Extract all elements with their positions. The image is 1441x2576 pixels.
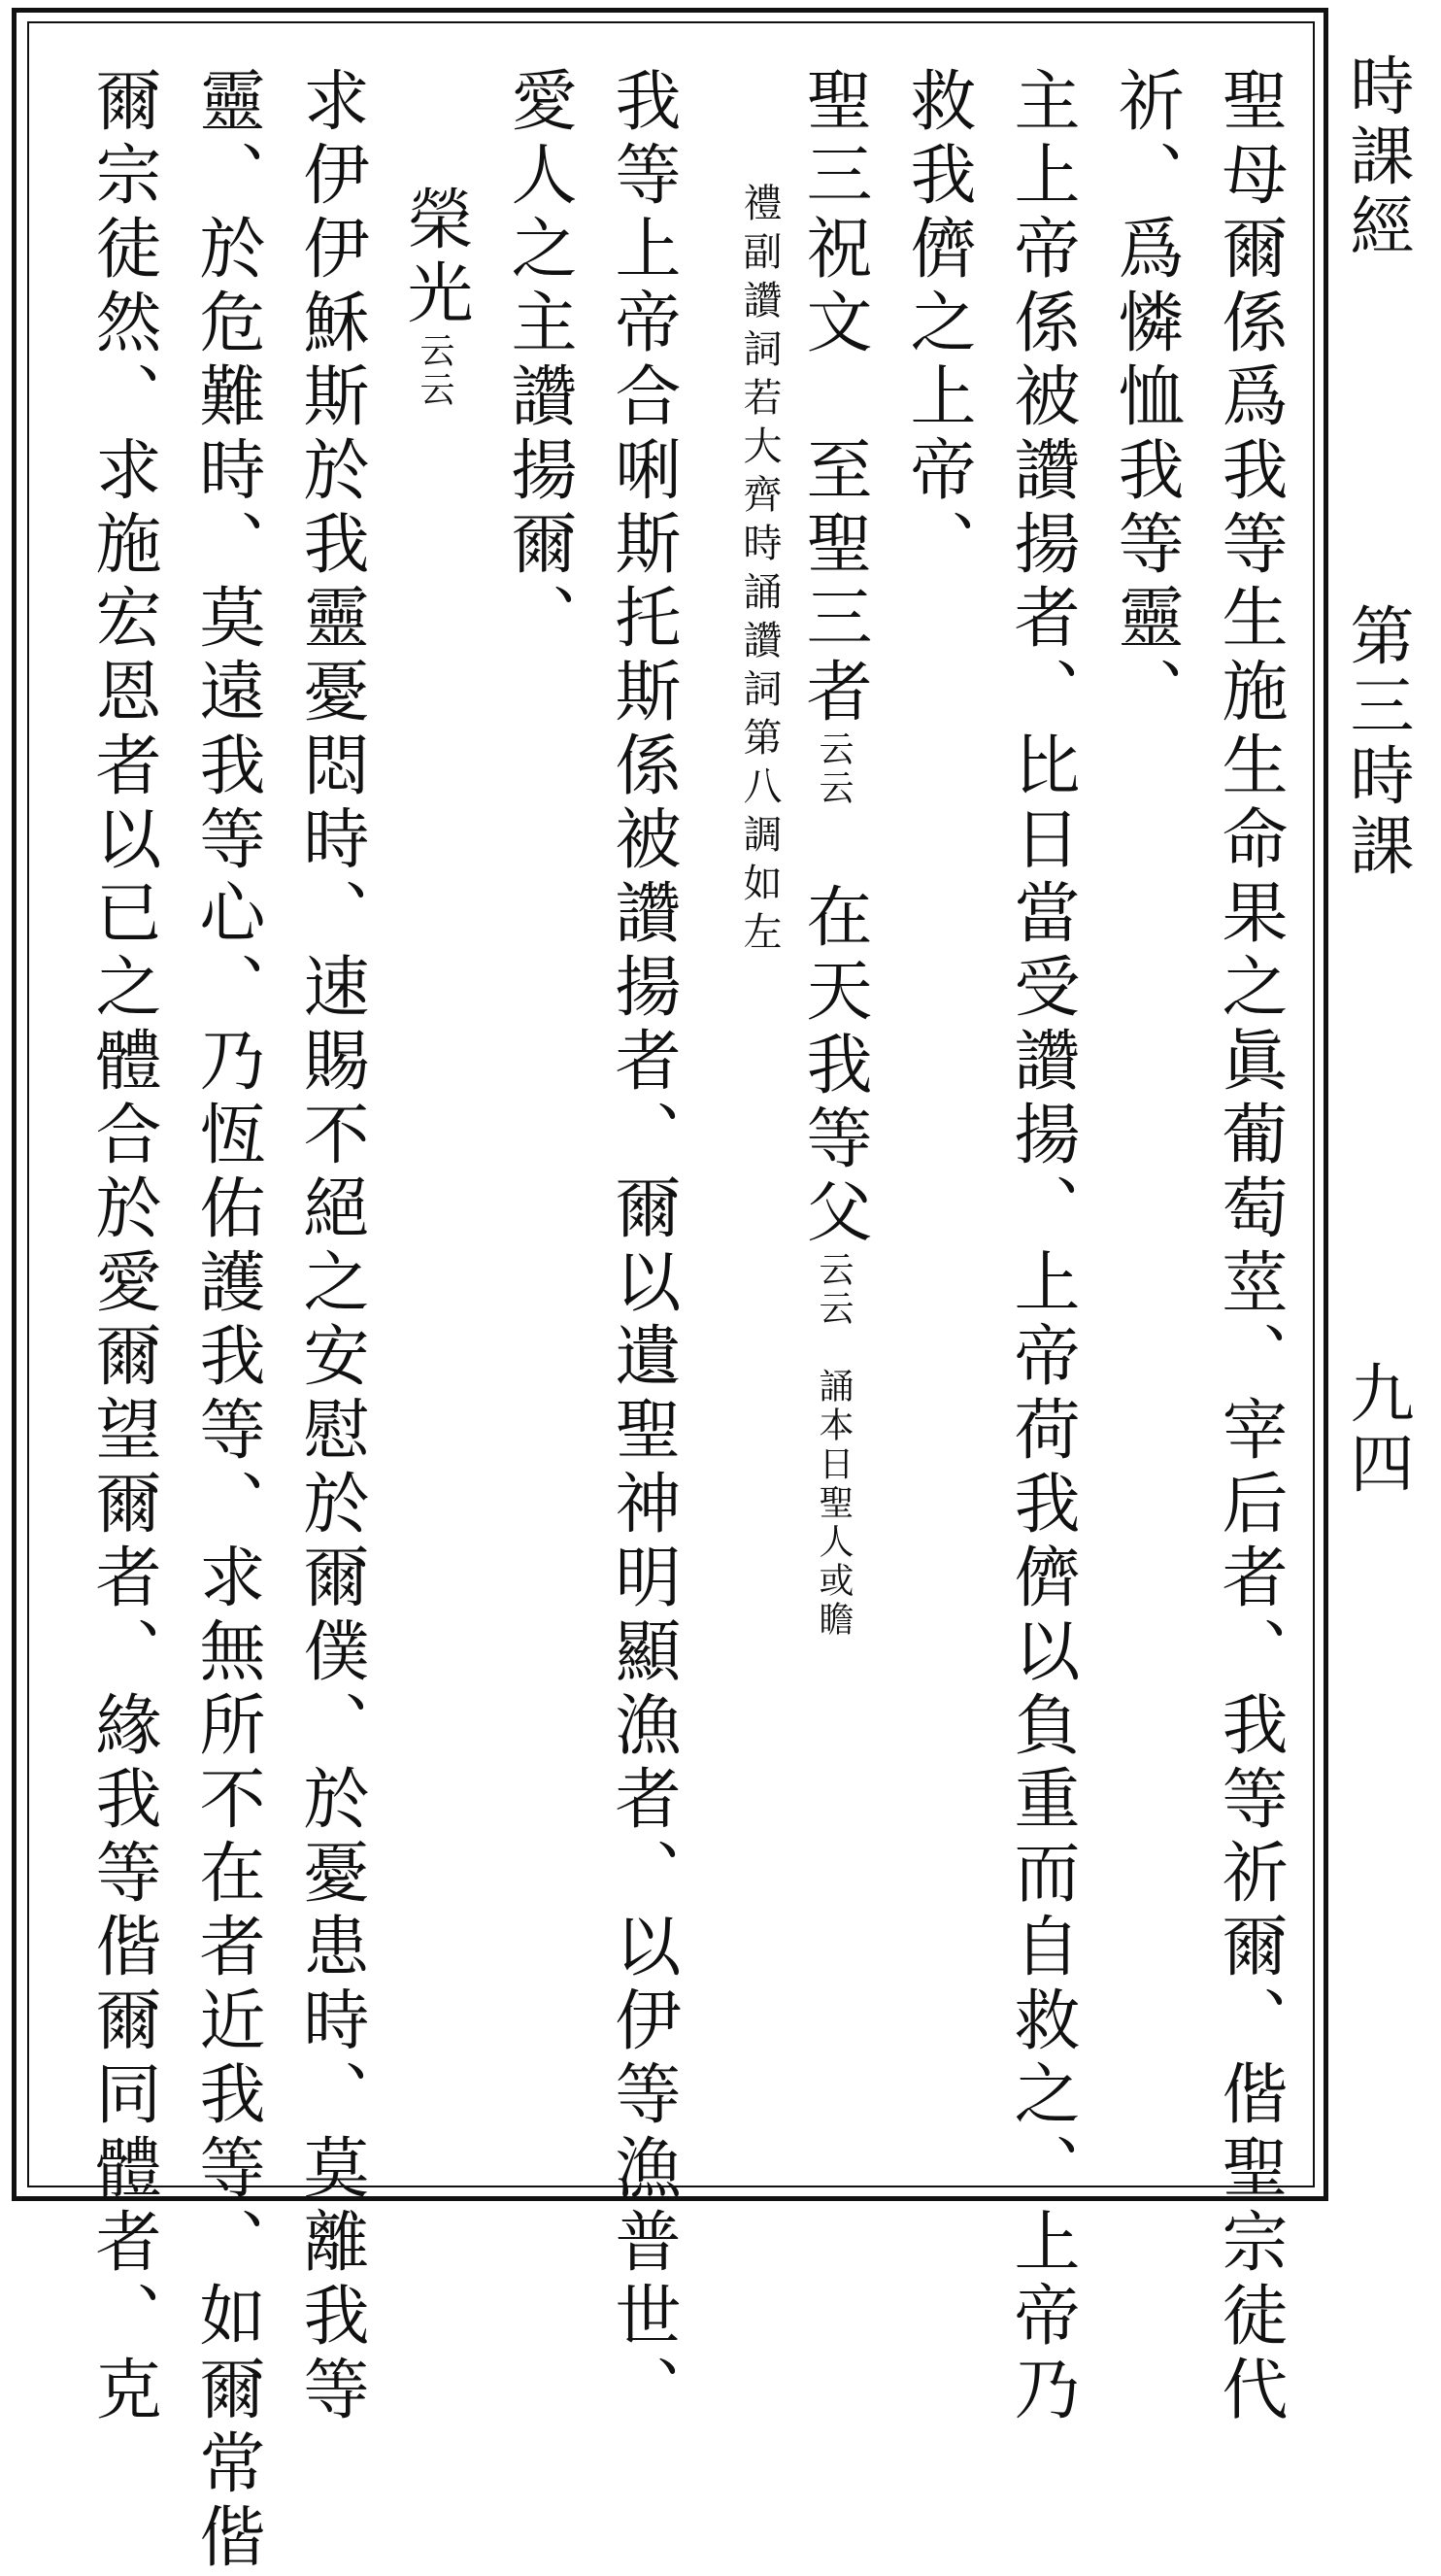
text-column-1: 聖母爾係爲我等生施生命果之眞葡萄莖、宰后者、我等祈爾、偕聖宗徒代 (1211, 66, 1288, 2428)
page-number: 九四 (1339, 1360, 1414, 1500)
rubric-instruction: 誦本日聖人或瞻 (814, 1329, 854, 1640)
rubric-etc-1: 云云 (814, 730, 854, 808)
book-title: 時課經 (1339, 52, 1414, 262)
text-column-9 (389, 185, 473, 410)
rubric-etc-2: 云云 (814, 1251, 854, 1329)
section-title: 第三時課 (1339, 602, 1414, 882)
text-column-12: 爾宗徒然、求施宏恩者以已之體合於愛爾望爾者、緣我等偕爾同體者、克 (84, 66, 161, 2428)
prayer-lords: 在天我等父 (795, 808, 872, 1251)
text-column-4: 救我儕之上帝、 (899, 66, 976, 583)
text-column-11: 靈、於危難時、莫遠我等心、乃恆佑護我等、求無所不在者近我等、如爾常偕 (188, 66, 265, 2576)
text-column-5 (788, 66, 872, 1640)
text-column-7: 我等上帝合唎斯托斯係被讚揚者、爾以遺聖神明顯漁者、以伊等漁普世、 (604, 66, 681, 2428)
text-column-2: 祈、爲憐恤我等靈、 (1107, 66, 1184, 730)
rubric-note: 禮副讚詞若大齊時誦讚詞第八調如左 (737, 183, 782, 960)
glory-heading: 榮光 (396, 185, 473, 332)
prayer-title: 聖三祝文 至聖三者 (795, 66, 872, 730)
text-column-3: 主上帝係被讚揚者、比日當受讚揚、上帝荷我儕以負重而自救之、上帝乃 (1003, 66, 1080, 2428)
text-column-10: 求伊伊穌斯於我靈憂悶時、速賜不絕之安慰於爾僕、於憂患時、莫離我等 (292, 66, 369, 2428)
rubric-etc-3: 云云 (415, 332, 454, 410)
text-column-8: 愛人之主讚揚爾、 (500, 66, 577, 657)
